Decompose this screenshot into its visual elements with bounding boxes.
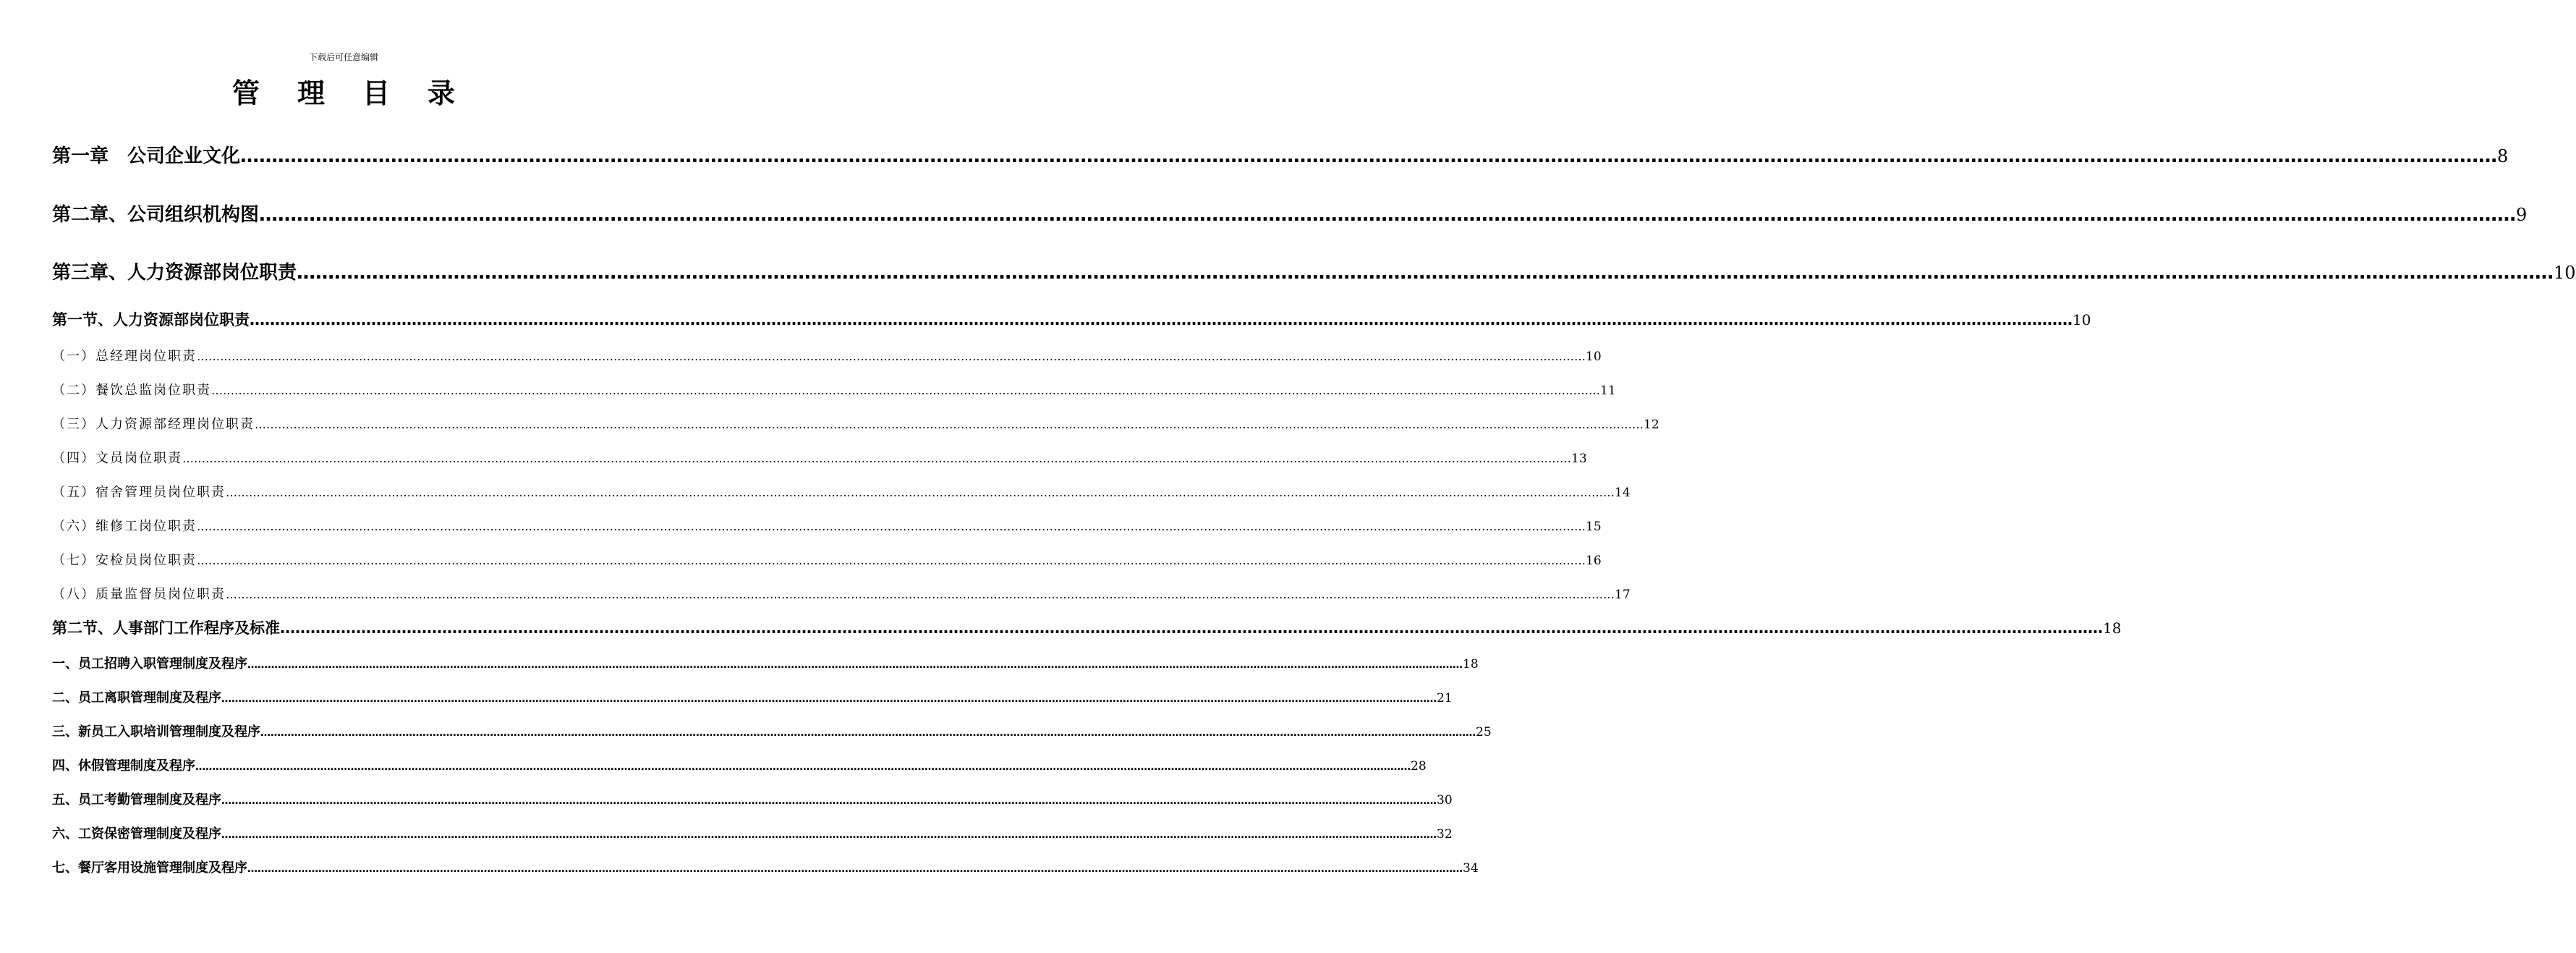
toc-label: 一、员工招聘入职管理制度及程序: [52, 656, 247, 672]
dot-leader: ………………………………………………………………………………………………………………………………………………………………………………………………………………………………………………………………………………………………………………………………: [255, 418, 1644, 431]
toc-page-number: 10: [1586, 350, 1602, 364]
toc-entry-sub-5[interactable]: [52, 789, 1453, 808]
dot-leader: ………………………………………………………………………………………………………………………………………………………………………………………………………………………………………………………………………………………………………………………………: [221, 693, 1437, 705]
toc-entry-item-5[interactable]: [52, 482, 1631, 501]
toc-entry-item-1[interactable]: [52, 346, 1602, 365]
toc-label: （六）维修工岗位职责: [52, 519, 197, 534]
toc-label: （五）宿舍管理员岗位职责: [52, 485, 226, 500]
toc-page-number: 18: [1463, 657, 1479, 672]
toc-page-number: 16: [1586, 554, 1602, 568]
toc-entry-sub-1[interactable]: [52, 653, 1479, 672]
toc-page-number: 10: [2554, 263, 2576, 283]
toc-entry-item-6[interactable]: [52, 516, 1602, 535]
toc-entry-sub-3[interactable]: [52, 721, 1492, 740]
toc-page-number: 14: [1615, 486, 1631, 500]
dot-leader: ………………………………………………………………………………………………………………………………………………………………………………………………………………………………………………………………………………………………………………………………: [197, 350, 1586, 363]
toc-label: 七、餐厅客用设施管理制度及程序: [52, 860, 247, 876]
dot-leader: ………………………………………………………………………………………………………………………………………………………………………………………………………………………………………………………………………………………………………………………………: [247, 863, 1463, 875]
dot-leader: ………………………………………………………………………………………………………………………………………………………………………………………………………………………………………………………………………………………………………………………………: [197, 554, 1586, 567]
toc-label: （四）文员岗位职责: [52, 451, 182, 466]
toc-entry-item-3[interactable]: [52, 414, 1659, 433]
toc-page-number: 13: [1571, 452, 1587, 466]
toc-page-number: 25: [1476, 725, 1492, 740]
toc-entry-item-7[interactable]: [52, 550, 1602, 569]
dot-leader: ………………………………………………………………………………………………………………………………………………………………………………………………………………………………………………………………………………………………………………………………: [250, 311, 2073, 329]
download-watermark: 下载后可任意编辑: [308, 52, 378, 62]
toc-entry-section-1[interactable]: [52, 308, 2091, 330]
dot-leader: ………………………………………………………………………………………………………………………………………………………………………………………………………………………………………………………………………………………………………………………………: [211, 384, 1600, 397]
toc-label: 三、新员工入职培训管理制度及程序: [52, 724, 260, 740]
dot-leader: ………………………………………………………………………………………………………………………………………………………………………………………………………………………………………………………………………………………………………………………………: [247, 659, 1463, 671]
toc-label: （三）人力资源部经理岗位职责: [52, 417, 255, 432]
toc-entry-item-8[interactable]: [52, 584, 1631, 603]
dot-leader: ………………………………………………………………………………………………………………………………………………………………………………………………………………………………………………………………………………………………………………………………: [182, 452, 1571, 465]
toc-page-number: 30: [1437, 793, 1453, 808]
dot-leader: ………………………………………………………………………………………………………………………………………………………………………………………………………………………………………………………………………………………………………………………………: [221, 829, 1437, 841]
toc-entry-chapter-1[interactable]: [52, 141, 2509, 168]
toc-page-number: 34: [1463, 861, 1479, 876]
toc-label: 五、员工考勤管理制度及程序: [52, 792, 221, 808]
toc-page-number: 9: [2516, 205, 2528, 225]
dot-leader: ………………………………………………………………………………………………………………………………………………………………………………………………………………………………………………………………………………………………………………………………: [197, 520, 1586, 533]
toc-label: 四、休假管理制度及程序: [52, 758, 195, 774]
dot-leader: ………………………………………………………………………………………………………………………………………………………………………………………………………………………………………………………………………………………………………………………………: [226, 588, 1615, 601]
toc-page-number: 11: [1600, 384, 1616, 398]
toc-label: 二、员工离职管理制度及程序: [52, 690, 221, 706]
toc-entry-sub-6[interactable]: [52, 823, 1453, 842]
toc-label: （七）安检员岗位职责: [52, 553, 197, 568]
toc-label: （二）餐饮总监岗位职责: [52, 383, 211, 398]
toc-label: 第一节、人力资源部岗位职责: [52, 311, 250, 329]
toc-label: （八）质量监督员岗位职责: [52, 587, 226, 602]
toc-page-number: 15: [1586, 520, 1602, 534]
toc-entry-item-4[interactable]: [52, 448, 1587, 467]
dot-leader: ………………………………………………………………………………………………………………………………………………………………………………………………………………………………………………………………………………………………………………………………: [260, 727, 1476, 739]
toc-page-number: 18: [2103, 619, 2122, 637]
dot-leader: ………………………………………………………………………………………………………………………………………………………………………………………………………………………………………………………………………………………………………………………………: [259, 204, 2517, 226]
toc-page-number: 32: [1437, 827, 1453, 842]
dot-leader: ………………………………………………………………………………………………………………………………………………………………………………………………………………………………………………………………………………………………………………………………: [195, 761, 1411, 773]
toc-page-number: 21: [1437, 691, 1453, 706]
toc-entry-sub-4[interactable]: [52, 755, 1427, 774]
toc-label: 第一章 公司企业文化: [52, 145, 241, 167]
dot-leader: ………………………………………………………………………………………………………………………………………………………………………………………………………………………………………………………………………………………………………………………………: [226, 486, 1615, 499]
toc-label: 六、工资保密管理制度及程序: [52, 826, 221, 842]
toc-page-number: 8: [2497, 146, 2509, 166]
toc-label: （一）总经理岗位职责: [52, 349, 197, 364]
toc-label: 第三章、人力资源部岗位职责: [52, 262, 297, 284]
toc-label: 第二章、公司组织机构图: [52, 204, 260, 226]
toc-label: 第二节、人事部门工作程序及标准: [52, 619, 280, 637]
toc-entry-sub-7[interactable]: [52, 857, 1479, 876]
page-title: 管理目录: [231, 77, 493, 109]
toc-page-number: 10: [2073, 311, 2091, 329]
dot-leader: ………………………………………………………………………………………………………………………………………………………………………………………………………………………………………………………………………………………………………………………………: [240, 145, 2498, 167]
dot-leader: ………………………………………………………………………………………………………………………………………………………………………………………………………………………………………………………………………………………………………………………………: [280, 619, 2103, 637]
toc-entry-chapter-2[interactable]: [52, 200, 2528, 226]
toc-entry-item-2[interactable]: [52, 380, 1616, 399]
dot-leader: ………………………………………………………………………………………………………………………………………………………………………………………………………………………………………………………………………………………………………………………………: [297, 262, 2554, 284]
toc-entry-section-2[interactable]: [52, 617, 2122, 638]
toc-page-number: 17: [1615, 588, 1631, 602]
toc-entry-sub-2[interactable]: [52, 687, 1453, 706]
toc-page-number: 12: [1644, 418, 1659, 432]
dot-leader: ………………………………………………………………………………………………………………………………………………………………………………………………………………………………………………………………………………………………………………………………: [221, 795, 1437, 807]
toc-page-number: 28: [1411, 759, 1427, 774]
toc-entry-chapter-3[interactable]: [52, 258, 2576, 284]
